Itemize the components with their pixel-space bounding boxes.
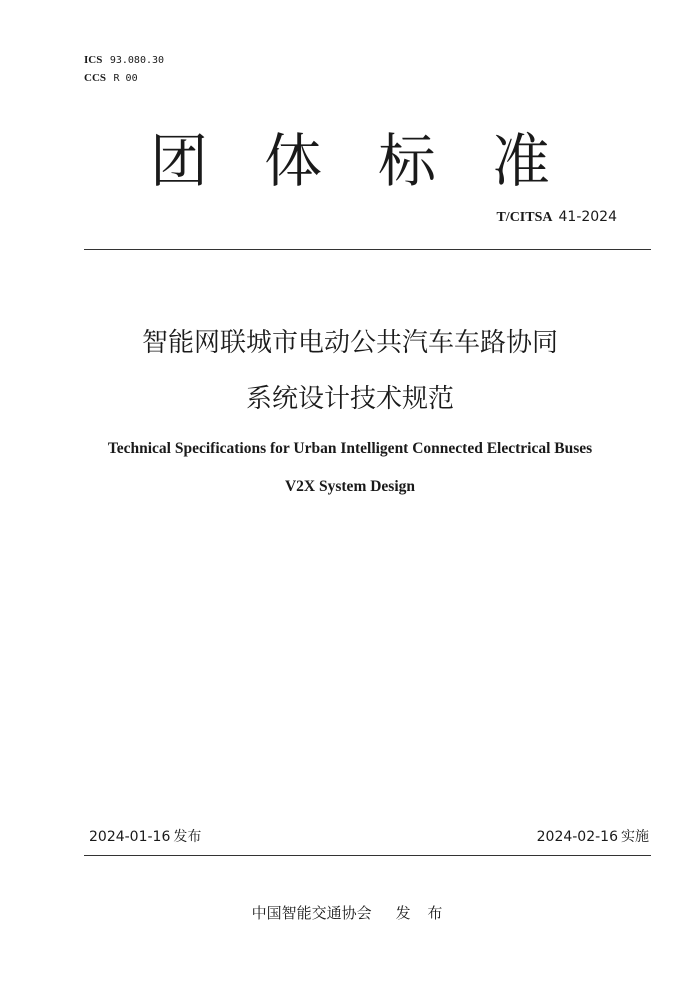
title-cn-line-2: 系统设计技术规范 bbox=[245, 384, 454, 414]
bottom-divider bbox=[84, 855, 651, 856]
ccs-label: CCS bbox=[84, 72, 107, 84]
ccs-value: R 00 bbox=[113, 73, 138, 84]
ics-value: 93.080.30 bbox=[109, 55, 165, 66]
ics-classification bbox=[84, 53, 164, 68]
title-en-line-1: Technical Specifications for Urban Intelligent Connected Electrical Buses bbox=[107, 440, 593, 457]
top-divider bbox=[84, 249, 651, 250]
publisher-name: 中国智能交通协会 bbox=[251, 904, 372, 922]
release-date-value: 2024-01-16 bbox=[89, 829, 171, 845]
ics-label: ICS bbox=[84, 54, 103, 66]
release-date bbox=[89, 826, 201, 846]
implement-date-value: 2024-02-16 bbox=[536, 829, 618, 845]
ccs-classification bbox=[84, 71, 138, 86]
title-char-4: 准 bbox=[491, 127, 550, 195]
implementation-date bbox=[537, 826, 649, 846]
title-en-line-2: V2X System Design bbox=[284, 478, 416, 495]
implement-label: 实施 bbox=[621, 829, 649, 845]
title-char-1: 团 bbox=[150, 127, 209, 195]
title-char-3: 标 bbox=[377, 127, 436, 195]
release-label: 发布 bbox=[173, 829, 202, 845]
title-cn-line-1: 智能网联城市电动公共汽车车路协同 bbox=[141, 328, 558, 358]
standard-org: T/CITSA bbox=[496, 210, 553, 225]
title-char-2: 体 bbox=[263, 127, 322, 195]
standard-type-title bbox=[150, 128, 550, 194]
standard-num: 41-2024 bbox=[558, 209, 617, 225]
publisher bbox=[0, 902, 700, 923]
standard-number bbox=[496, 209, 617, 226]
publisher-action: 发 布 bbox=[395, 904, 449, 922]
